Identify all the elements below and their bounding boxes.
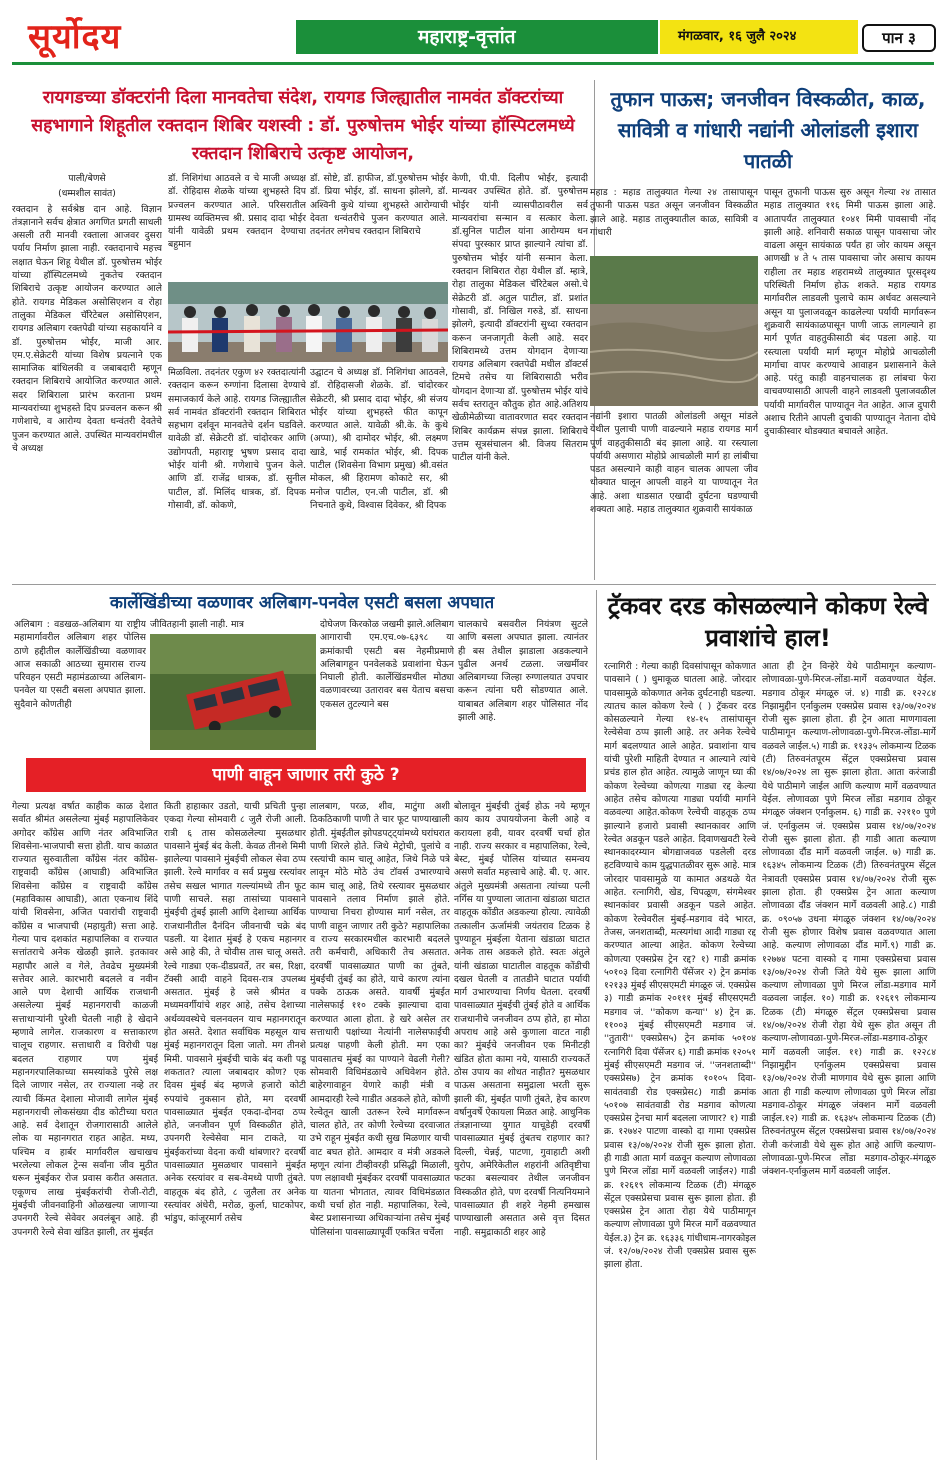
- bus-accident-headline: कार्लेखिंडीच्या वळणावर अलिबाग-पनवेल एसटी बसला अपघात: [109, 593, 495, 613]
- bus-accident-photo: [150, 634, 316, 750]
- blood-camp-col1: [12, 172, 162, 577]
- flood-col2: पासून तुफानी पाऊस सुरु असून गेल्या २४ तासात महाड तालुक्यात ११६ मिमी पाऊस झाला आहे. आतापर्यंत तालुक्यात १०४१ मिमी पावसाची नोंद झाली आहे. शनिवारी सकाळ पासून पावसाचा जोर वाढला असून सायंकाळ पर्यंत हा जोर कायम असून आणखी ४ ते ५ तास पावसाचा जोर असाच कायम राहीला तर महाड शहरामध्ये तालुक्यात पूरसदृश्य परिस्थिती निर्माण होऊ शकते. महाड रायगड मार्गावरील लाडवली पुलाचे काम अर्धवट असल्याने असून या पुलाजवळून काढलेल्या पर्यायी मार्गावरून शुक्रवारी सायंकाळपासून पाणी जाऊ लागल्याने हा मार्ग पूर्णत वाहतुकीसाठी बंद पडला आहे. या रस्त्याला पर्यायी मार्ग म्हणून मोहोप्रे आचळोली मार्गाचा वापर करण्याचे आवाहन प्रशासनाने केले आहे. परंतु काही वाहनचालक हा लांबचा फेरा वाचवण्यासाठी आपली वाहने लाडवली पुलाजवळील पर्यायी मार्गावरील पाण्यातून नेत आहेत. आज दुपारी अशाच रितीने आपली दुचाकी पाण्यातून नेताना दोघे दुचाकीस्वार थोडक्यात बचावले आहेत.: [764, 187, 936, 438]
- flood-col1-continued: नद्यांनी इशारा पातळी ओलांडली असून मांडले येथील पुलाची पाणी वाढल्याने महाड रायगड मार्ग पूर्ण वाहतुकीसाठी बंद झाला आहे. या रस्त्याला पर्यायी असणारा मोहोप्रे आचळोली मार्ग हा लांबीचा पडत असल्याने काही वाहन चालक आपला जीव धोक्यात घालून आपली वाहने या पाण्यातून नेत आहे. अशा धाडसात एखादी दुर्घटना घडण्याची शक्यता आहे. महाड तालुक्यात शुक्रवारी सायंकाळ: [590, 411, 758, 516]
- page-number: पान ३: [862, 24, 936, 52]
- blood-camp-col2-continued: मिळविला. तदनंतर एकुण ४२ रक्तदात्यांनी रक्तदान करून रुग्णांना दिलासा देण्याचे समाजकार्य केले आहे. रायगड जिल्ह्यातील सर्व नामवंत डॉक्टरांनी रक्तदान शिबिरात सहभाग दर्शवून मानवतेचे दर्शन घडविले. यावेळी डॉ. सेक्रेटरी डॉ. चांदोरकर आणि उद्योगपती, महाराष्ट्र भुषण प्रसाद दादा भोईर यांनी श्री. गणेशाचे पुजन केले. आणि डॉ. राजेंद्र धात्रक, डॉ. सुनील पाटील, डॉ. मिलिंद धात्रक, डॉ. दिपक गोसावी, डॉ. कोकणे,: [168, 367, 306, 511]
- water-editorial-col2: किती हाहाकार उडतो, याची प्रचिती पुन्हा एकदा गेल्या सोमवारी ८ जुलै रोजी आली. रात्री ६ तास कोसळलेल्या मुसळधार पावसाने मुंबई बंद केली. केवळ तीनशे मिमी झालेल्या पावसाने मुंबईची लोकल सेवा ठप्प झाली. रेल्वे मार्गावर व सर्व प्रमुख रस्त्यांवर तसेच सखल भागात गल्ल्यांमध्ये तीन फूट पाणी साचले. सहा तासांच्या पावसाने मुंबईची तुंबई झाली आणि देशाच्या आर्थिक राजधानीतील दैनंदिन जीवनाची चक्रे बंद पडली. या देशात मुंबई हे एकच महानगर असे आहे की, ते चोवीस तास चालू असते. रेल्वे गाड्या एक-दीडप्रवर्ते, तर बस, रिक्षा, टॅक्सी आदी वाहने दिवस-रात्र उपलब्ध असतात. मुंबई हे जसे श्रीमंत व मध्यमवर्गीयांचे शहर आहे, तसेच देशाच्या अर्थव्यवस्थेचे चलनवलन याच महानगरातून होत असते. देशात सर्वाधिक महसूल याच मुंबई महानगरातून दिला जातो. मग तीनशे मिमी. पावसाने मुंबईची चाके बंद कशी पडू शकतात? त्याला जबाबदार कोण? एक दिवस मुंबई बंद म्हणजे हजारो कोटी रुपयांचे नुकसान होते, मग दरवर्षी पावसाळ्यात मुंबईत एकदा-दोनदा ठप्प होते, जनजीवन पूर्ण विस्कळीत होते, उपनगरी रेल्वेसेवा मान टाकते, या मुंबईकरांच्या वेदना कधी थांबणार? दरवर्षी पावसाळ्यात मुसळधार पावसाने मुंबईत अनेक रस्त्यांवर व सब-वेमध्ये पाणी तुंबते. वाहतूक बंद होते, ८ जुलैला तर अनेक रस्त्यांवर अंधेरी, मरोळ, कुर्ला, घाटकोपर, भांडुप, कांजूरमार्ग तसेच: [164, 801, 306, 1225]
- rail-col1: रत्नागिरी : गेल्या काही दिवसांपासून कोकणात पावसाने ( ) धुमाकूळ घातला आहे. जोरदार पावसामुळे कोकणात अनेक दुर्घटनाही घडल्या. त्यातच काल कोकण रेल्वे ( ) ट्रॅकवर दरड कोसळल्याने गेल्या १४-१५ तासांपासून रेल्वेसेवा ठप्प झाली आहे. तर अनेक रेल्वेचे मार्ग बदलण्यात आले आहेत. प्रवाशांना याच यांची पुरेशी माहिती देण्यात न आल्याने त्यांचे प्रचंड हाल होत आहेत. त्यामुळे जाणून घ्या की कोकण रेल्वेच्या कोणत्या गाड्या रद्द केल्या आहेत तसेच कोणत्या गाड्या पर्यायी मार्गाने वळवल्या आहेत.कोकण रेल्वेची वाहतूक ठप्प झाल्याने हजारो प्रवासी स्थानकावर आणि रेल्वेत अडकून पडले आहेत. दिवाणखवटी रेल्वे स्थानकादरम्यान बोगद्याजवळ पडलेली दरड हटविण्याचे काम युद्धपातळीवर सुरू आहे. मात्र जोरदार पावसामुळे या कामात अडथळे येत आहेत. रत्नागिरी, खेड, चिपळूण, संगमेश्वर स्थानकांवर प्रवासी अडकून पडले आहेत. कोकण रेल्वेवरील मुंबई-मडगाव वंदे भारत, तेजस, जनशताब्दी, मत्स्यगंधा आदी गाड्या रद्द करण्यात आल्या आहेत. कोकण रेल्वेच्या कोणत्या एक्सप्रेस ट्रेन रद्द? १) गाडी क्रमांक ५०१०३ दिवा रत्नागिरी पॅसेंजर २) ट्रेन क्रमांक १२१३३ मुंबई सीएसएमटी मंगळूरु जं. एक्सप्रेस ३) गाडी क्रमांक २०१११ मुंबई सीएसएमटी मडगाव जं. ''कोकण कन्या'' ४) ट्रेन क्र. ११००३ मुंबई सीएसएमटी मडगाव जं. ''तुतारी'' एक्सप्रेस५) ट्रेन क्रमांक ५०१०४ रत्नागिरी दिवा पॅसेंजर ६) गाडी क्रमांक १२०५१ मुंबई सीएसएमटी मडगाव जं. ''जनशताब्दी'' एक्सप्रेस७) ट्रेन क्रमांक १०१०५ दिवा-सावंतवाडी रोड एक्सप्रेस८) गाडी क्रमांक ५०१०७ सावंतवाडी रोड मडगाव कोणत्या एक्सप्रेस ट्रेनचा मार्ग बदलला जाणार? १) गाडी क्र. १२७४२ पाटणा वास्को दा गामा एक्सप्रेस प्रवास १३/०७/२०२४ रोजी सुरू झाला होता. ही गाडी आता मार्ग वळवून कल्याण लोणावळा पुणे मिरज लोंडा मार्गे वळवली जाईल२) गाडी क्र. १२६१९ लोकमान्य टिळक (टी) मंगळूरु सेंट्रल एक्सप्रेसचा प्रवास सुरू झाला होता. ही एक्सप्रेस ट्रेन आता रोहा येथे पाठीमागून कल्याण लोणावळा पुणे मिरज मार्गे वळवण्यात येईल.३) ट्रेन क्र. १६३३६ गांधीधाम-नागरकोइल जं. १२/०७/२०२४ रोजी एक्सप्रेस प्रवास सुरू झाला होता.: [604, 661, 756, 1271]
- water-editorial-col3: लालबाग, परळ, शीव, माटुंगा अशी ठिकठिकाणी पाणी ते चार फूट पाण्याखाली होती. मुंबईतील झोपडपट्ट्यांमध्ये घरांघरात पाणी शिरले होते. जिथे मेट्रोची, पुलांचे व रस्त्यांची काम चालू आहेत, जिथे निळे पत्रे लावून मोठे मोठे उंच टॉवर्स उभारण्याचे काम चालू आहे, तिथे रस्त्यावर मुसळधार पावसाने तलाव निर्माण झाले होते. पाण्याचा निचरा होण्यास मार्ग नसेल, तर पाणी वाहून जाणार तरी कुठे? महापालिका व राज्य सरकारमधील कारभारी बदलले तरी कर्मचारी, अधिकारी तेच असतात. दरवर्षी पावसाळ्यात पाणी का तुंबते, मुंबईची तुंबई का होते, याचे कारण त्यांना पक्के ठाऊक असते. यावर्षी मुंबईत नालेसफाई ११० टक्के झाल्याचा दावा करण्यात आला होता. हे खरे असेल तर सत्ताधारी पक्षांच्या नेत्यांनी नालेसफाईची प्रत्यक्ष पाहणी केली होती. मग एका पावसातच मुंबई का पाण्याने वेढली गेली? सोमवारी विधिमंडळाचे अधिवेशन होते. बाहेरगावाहून येणारे काही मंत्री व आमदारही रेल्वे गाडीत अडकले होते, कोणी रेल्वेतून खाली उतरून रेल्वे मार्गावरून चालत होते, तर कोणी रेल्वेच्या दरवाजात उभे राहून मुंबईत कधी सुख मिळणार याची वाट बघत होते. आमदार व मंत्री अडकले म्हणून त्यांना टीव्हीवरही प्रसिद्धी मिळाली, पण लक्षावधी मुंबईकर दरवर्षी पावसाळ्यात या यातना भोगतात, त्यावर विधिमंडळात कधी चर्चा होत नाही. महापालिका, रेल्वे, बेस्ट प्रशासनाच्या अधिकाऱ्यांना तसेच मुंबई पोलिसांना पावसाळ्यापूर्वी एकत्रित चर्चेला: [310, 801, 450, 1238]
- blood-camp-headline: रायगडच्या डॉक्टरांनी दिला मानवतेचा संदेश, रायगड जिल्ह्यातील नामवंत डॉक्टरांच्या सहभागाने शिहूतील रक्तदान शिबिर यशस्वी : डॉ. पुरुषोत्तम भोईर यांच्या हॉस्पिटलमध्ये रक्तदान शिबिराचे उत्कृष्ट आयोजन,: [31, 88, 575, 164]
- bus-accident-col3: दोघेजण किरकोळ जखमी झाले.अलिबाग आगाराची एम.एच.०७-६३९८ या क्रमांकाची एसटी बस नेहमीप्रमाणे अलिबागहून पनवेलकडे प्रवाशांना घेऊन निघाली होती. कार्लेखिंडमधील मोठ्या वळणावरच्या उतारावर बस येताच बसचा एकसल तुटल्याने बस: [320, 619, 454, 710]
- section-divider: [12, 584, 936, 585]
- issue-date: मंगळवार, १६ जुलै २०२४: [660, 20, 858, 54]
- flood-col1: महाड : महाड तालुक्यात गेल्या २४ तासापासून तुफानी पाऊस पडत असून जनजीवन विस्कळीत झाले आहे. महाड तालुक्यातील काळ, सावित्री व गांधारी: [590, 187, 758, 238]
- bus-accident-col2: जीवितहानी झाली नाही. मात्र: [150, 619, 244, 630]
- rail-col2: आता ही ट्रेन विन्हेरे येथे पाठीमागून कल्याण-लोणावळा-पुणे-मिरज-लोंडा-मार्गे वळवण्यात येईल. मडगाव ठोकूर मंगळूरु जं. ४) गाडी क्र. १२२८४ निझामुद्दीन एर्नाकुलम एक्सप्रेस प्रवास १३/०७/२०२४ रोजी सुरू झाला होता. ही ट्रेन आता माणगावला पाठीमागून कल्याण-लोणावळा-पुणे-मिरज-लोंडा-मार्गे वळवले जाईल.५) गाडी क्र. ११३३५ लोकमान्य टिळक (टी) तिरुवनंतपूरम सेंट्रल एक्सप्रेसचा प्रवास १४/०७/२०२४ ला सुरू झाला होता. आता करंजाडी येथे पाठीमागे जाईल आणि कल्याण मार्गे वळवण्यात येईल. लोणावळा पुणे मिरज लोंडा मडगाव ठोकूर मंगळूरु जंक्शन एर्नाकुलम. ६) गाडी क्र. २२११० पुणे जं. एर्नाकुलम जं. एक्सप्रेस प्रवास १४/०७/२०२४ रोजी सुरू झाला होता. ही गाडी आता कल्याण लोणावळा दौंड मार्गे वळवली जाईल. ७) गाडी क्र. १६३४५ लोकमान्य टिळक (टी) तिरुवनंतपुरम सेंट्रल नेत्रावती एक्सप्रेस प्रवास १४/०७/२०२४ रोजी सुरू झाला होता. ही एक्सप्रेस ट्रेन आता कल्याण लोणावळा दौंड जंक्शन मार्गे वळवली आहे.८) गाडी क्र. ०९०५७ उधना मंगळूरु जंक्शन १४/०७/२०२४ रोजी सुरू होणार विशेष प्रवास वळवण्यात आला आहे. कल्याण लोणावळा दौंड मार्गे.९) गाडी क्र. १२७७४ पटना वास्को द गामा एक्सप्रेसचा प्रवास १३/०७/२०२४ रोजी जिते येथे सुरू झाला आणि कल्याण लोणावळा पुणे मिरज लोंडा-मडगाव मार्गे वळवला जाईल. १०) गाडी क्र. १२६१९ लोकमान्य टिळक (टी) मंगळूरु सेंट्रल एक्सप्रेसचा प्रवास १४/०७/२०२४ रोजी रोहा येथे सुरू होत असून ती कल्याण-लोणावळा-पुणे-मिरज-लोंडा-मडगाव-ठोकूर मार्गे वळवली जाईल. ११) गाडी क्र. १२२८४ निझामुद्दीन एर्नाकुलम एक्सप्रेसचा प्रवास १३/०७/२०२४ रोजी माणगाव येथे सुरू झाला आणि आता ही गाडी कल्याण लोणावळा पुणे मिरज लोंडा मडगाव-ठोकूर मंगळूरु जंक्शन मार्गे वळवली जाईल.१२) गाडी क्र. १६३४५ लोकमान्य टिळक (टी) तिरुवनंतपुरम सेंट्रल एक्सप्रेसचा प्रवास १४/०७/२०२४ रोजी करंजाडी येथे सुरू होत आहे आणि कल्याण-लोणावळा-पुणे-मिरज लोंडा मडगाव-ठोकूर-मंगळूरु जंक्शन-एर्नाकुलम मार्गे वळवली जाईल.: [762, 661, 936, 1178]
- flood-headline: तुफान पाऊस; जनजीवन विस्कळीत, काळ, सावित्री व गांधारी नद्यांनी ओलांडली इशारा पातळी: [610, 87, 926, 173]
- water-editorial-col1: गेल्या प्रत्यक्ष वर्षात काहीक काळ देशात सर्वात श्रीमंत असलेल्या मुंबई महापालिकेवर अगोदर काँग्रेस आणि नंतर अविभाजित शिवसेना-भाजपाची सत्ता होती. याच काळात राज्यात सुरुवातीला काँग्रेस नंतर काँग्रेस-राष्ट्रवादी काँग्रेस (आघाडी) अविभाजित शिवसेना काँग्रेस व राष्ट्रवादी काँग्रेस (महाविकास आघाडी), आता एकनाथ शिंदे यांची शिवसेना, अजित पवारांची राष्ट्रवादी काँग्रेस व भाजपाची (महायुती) सत्ता आहे. गेल्या पाच दशकांत महापालिका व राज्यात सत्तांतराचे अनेक खेळही झाले. इतकावर महापौर आले व गेले, तेवढेच मुख्यमंत्री सत्तेवर आले. कारभारी बदलले व नवीन आले पण देशाची आर्थिक राजधानी असलेल्या मुंबई महानगराची काळजी सत्ताधाऱ्यांनी पुरेशी घेतली नाही हे खेदाने म्हणावे लागेल. राजकारण व सत्ताकारण चालूच राहणार. सत्ताधारी व विरोधी पक्ष बदलत राहणार पण मुंबई महानगरपालिकाच्या समस्यांकडे पुरेसे लक्ष दिले जाणार नसेल, तर राज्याला नव्हे तर त्याची किंमत देशाला मोजावी लागेल मुंबई महानगराची लोकसंख्या दीड कोटीच्या घरात आहे. सर्व देशातून रोजगारासाठी आलेले लोक या महानगरात राहत आहेत. मध्य, पश्चिम व हार्बर मार्गावरील खचाखच भरलेल्या लोकल ट्रेन्स सर्वांना जीव मुठीत धरून मुंबईकर रोज प्रवास करीत असतात. एकूणच लाख मुंबईकरांची रोजी-रोटी, मुंबईची जीवनवाहिनी ओळखल्या जाणाऱ्या उपनगरी रेल्वे सेवेवर अवलंबून आहे. ही उपनगरी रेल्वे सेवा खंडित झाली, तर मुंबईत: [12, 801, 158, 1238]
- bus-accident-col1: अलिबाग : वडखळ-अलिबाग या राष्ट्रीय महामार्गावरील अलिबाग शहर पोलिस ठाणे हद्दीतील कार्लेखिंडीच्या वळणावर आज सकाळी आठच्या सुमारास राज्य परिवहन एसटी महामंडळाच्या अलिबाग-पनवेल या एसटी बसला अपघात झाला. सुदैवाने कोणतीही: [14, 619, 146, 710]
- flooded-river-photo: [590, 256, 758, 406]
- bus-accident-col4: चालकाचे बसवरील नियंत्रण सुटले आणि बसला अपघात झाला. त्यानंतर ही बस तेथील झाडाला अडकल्याने पुढील अनर्थ टळला. जखमींवर अलिबागच्या जिल्हा रुग्णालयात उपचार करून त्यांना घरी सोडण्यात आले. याबाबत अलिबाग शहर पोलिसात नोंद झाली आहे.: [458, 619, 588, 724]
- ribbon-cutting-photo: [168, 282, 448, 362]
- byline: (धम्मशील सावंत): [58, 188, 116, 200]
- water-editorial-headline: पाणी वाहून जाणार तरी कुठे ?: [26, 758, 586, 792]
- rail-headline: ट्रॅकवर दरड कोसळल्याने कोकण रेल्वे प्रवाशांचे हाल!: [607, 592, 929, 652]
- blood-camp-col4: केणी, पी.पी. दिलीप भोईर, इत्यादी मान्यवर उपस्थित होते. डॉ. पुरुषोत्तम भोईर यांनी व्यासपीठावरील सर्व मान्यवरांचा सन्मान व सत्कार केला. डॉ.सुनिल पाटील यांना आरोग्यम धन संपदा पुरस्कार प्राप्त झाल्याने त्यांचा डॉ. पुरुषोत्तम भोईर यांनी सन्मान केला. रक्तदान शिबिरात रोहा येथील डॉ. म्हात्रे, रोहा तालुका मेडिकल चॅरिटेबल असो.चे सेक्रेटरी डॉ. अतुल पाटील, डॉ. प्रशांत गोसावी, डॉ. निखिल गरुडे, डॉ. साधना झोलगे, इत्यादी डॉक्टरांनी सुध्दा रक्तदान करून जनजागृती केली आहे. सदर शिबिरामध्ये उत्तम योगदान देणाऱ्या रायगड अलिबाग रक्तपेढी मधील डॉक्टर्स टिमचे तसेच या शिबिरासाठी भरीव योगदान देणाऱ्या डॉ. पुरुषोत्तम भोईर यांचे सर्वच स्तरातून कौतुक होत आहे.अतिशय खेळीमेळीच्या वातावरणात सदर रक्तदान शिबिर कार्यक्रम संपन्न झाला. शिबिराचे उत्तम सूत्रसंचालन श्री. विजय सितराम पाटील यांनी केले.: [452, 173, 588, 464]
- masthead-rule: [12, 62, 934, 65]
- section-title: महाराष्ट्र-वृत्तांत: [296, 20, 658, 54]
- blood-camp-col3: डॉ. सोष्टे, डॉ. हाफीज, डॉ.पुरुषोत्तम भोईर डॉ. प्रिया भोईर, डॉ. साधना झोलगे, डॉ. अश्विनी कुथे यांच्या शुभहस्ते आरोग्याची देवता धन्वंतरीचे पुजन करण्यात आले. तदनंतर लगेचच रक्तदान शिबिराचे: [310, 173, 448, 238]
- newspaper-logo: सूर्योदय: [28, 17, 122, 57]
- column-divider: [596, 590, 597, 1460]
- water-editorial-col4: बोलावून मुंबईची तुंबई होऊ नये म्हणून काय काय उपाययोजना केली आहे व करायला हवी, यावर दरवर्षी चर्चा होत नाही. राज्य सरकार व महापालिका, रेल्वे, बेस्ट, मुंबई पोलिस यांच्यात समन्वय असणे सर्वात महत्त्वाचे आहे. बी. ए. आर. अंतुले मुख्यमंत्री असताना त्यांच्या पत्नी नर्गिस या पुण्याला जाताना खंडाळा घाटात वाहतूक कोंडीत अडकल्या होत्या. त्यावेळी तत्कालीन ऊर्जामंत्री जयंतराव टिळक हे पुण्याहून मुंबईला येताना खंडाळा घाटात अनेक तास अडकले होते. स्वतः अंतुले यांनी खंडाळा घाटातील वाहतूक कोंडीची दखल घेतली व तातडीने घाटात पर्यायी मार्ग उभारण्याचा निर्णय घेतला. दरवर्षी पावसाळ्यात मुंबईची तुंबई होते व आर्थिक राजधानीचे जनजीवन ठप्प होते, हा मोठा अपराध आहे असे कुणाला वाटत नाही का? मुंबईचे जनजीवन एक मिनीटही खंडित होता कामा नये, यासाठी राज्यकर्ते ठोस उपाय का शोधत नाहीत? मुसळधार पाऊस असताना समुद्राला भरती सुरू झाली की, मुंबईत पाणी तुंबते, हेच कारण वर्षानुवर्षे ऐकायला मिळत आहे. आधुनिक तंत्रज्ञानाच्या युगात याचूडेही दरवर्षी पावसाळ्यात मुंबई तुंबतच राहणार का? दिल्ली, चेन्नई, पाटणा, गुवाहाटी अशी युरोप, अमेरिकेतील शहरांनी अतिवृष्टीचा फटका बसल्यावर तेथील जनजीवन विस्कळीत होते, पण दरवर्षी नित्यनियमाने पावसाळ्यात ही शहरे नेहमी हमखास पाण्याखाली असतात असे वृत्त दिसत नाही. समुद्राकाठी शहर आहे: [454, 801, 590, 1238]
- blood-camp-col3-continued: उद्घाटन चे अध्यक्ष डॉ. निशिगंधा आठवले, डॉ. रोहिदासजी शेळके. डॉ. चांदोरकर सेक्रेटरी, श्री प्रसाद दादा भोईर, श्री संजय भोईर यांच्या शुभहस्ते फीत कापून करण्यात आले. यावेळी श्री.के. के कुथे (अप्पा), श्री दामोदर भोईर, श्री. लक्ष्मण खाडे, भाई रामकांत भोईर, श्री. दिपक पाटील (शिवसेना विभाग प्रमुख) श्री.वसंत मोकल, श्री हिरामण कोकाटे सर, श्री मनोज पाटील, एन.जी पाटील, डॉ. श्री निचनाते कुथे, विश्वास दिवेकर, श्री दिपक: [310, 367, 448, 511]
- blood-camp-col2: डॉ. निशिगंधा आठवले व चे माजी अध्यक्ष डॉ. रोहिदास शेळके यांच्या शुभहस्ते दिप प्रज्वलन करण्यात आले. परिसरातील ग्रामस्थ व्यक्तिमत्त्व श्री. प्रसाद दादा भोईर यांनी यावेळी प्रथम रक्तदान देण्याचा बहुमान: [168, 173, 306, 251]
- masthead: [0, 0, 945, 66]
- dateline: पाली/बेणसे: [68, 173, 106, 184]
- article-text: रक्तदान हे सर्वश्रेष्ठ दान आहे. विज्ञान तंत्रज्ञानाने सर्वच क्षेत्रात अगणित प्रगती साधली असली तरी मानवी रक्ताला आजवर दुसरा पर्याय निर्माण झाला नाही. रक्तदानाचे महत्त्व लक्षात घेऊन शिहू येथील डॉ. पुरुषोत्तम भोईर यांच्या हॉस्पिटलमध्ये नुकतेच रक्तदान शिबिराचे उत्कृष्ट आयोजन करण्यात आले होते. रायगड मेडिकल असोसिएशन व रोहा तालुका मेडिकल चॅरिटेबल असोसिएशन, रायगड अलिबाग रक्तपेढी यांच्या सहकार्याने व डॉ. पुरुषोत्तम भोईर, माजी आर. एम.ए.सेक्रेटरी यांच्या विशेष प्रयत्नाने एक सामाजिक बांधिलकी व जबाबदारी म्हणून रक्तदान शिबिराचे आयोजित करण्यात आले. सदर शिबिराला प्रारंभ करताना प्रथम मान्यवरांच्या शुभहस्ते दिप प्रज्वलन करून श्री गणेशाचे, व आरोग्य देवता धन्वंतरी देवतेचे पुजन करण्यात आले. उपस्थित मान्यवरांमधील चे अध्यक्ष: [12, 203, 162, 454]
